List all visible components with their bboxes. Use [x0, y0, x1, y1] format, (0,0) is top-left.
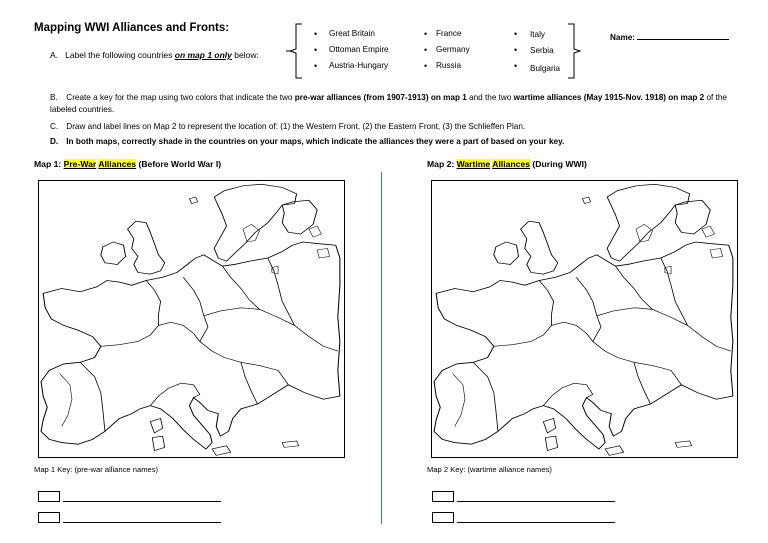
key-color-box[interactable] — [38, 491, 60, 502]
map1-heading-prefix: Map 1: — [34, 159, 64, 169]
map2-key-label: Map 2 Key: (wartime alliance names) — [427, 465, 552, 474]
key-name-blank[interactable] — [457, 512, 615, 523]
left-brace-icon — [286, 24, 302, 78]
map2-key-row[interactable] — [432, 484, 615, 502]
name-label: Name: — [610, 33, 636, 42]
instruction-a-text-after: below: — [231, 50, 259, 60]
instruction-d-letter: D. — [50, 137, 59, 146]
instruction-b-bold: on map 1 — [430, 93, 467, 102]
instruction-b-text: Create a key for the map using two colors that indicate the two — [66, 93, 295, 102]
map1-key-label: Map 1 Key: (pre-war alliance names) — [34, 465, 159, 474]
country-name: Germany — [436, 45, 470, 54]
instruction-b — [50, 92, 740, 116]
bullet-icon: • — [514, 45, 518, 55]
page-title: Mapping WWI Alliances and Fronts: — [34, 22, 230, 34]
country-name: France — [436, 29, 462, 38]
instruction-b-text: of the labeled countries. — [50, 93, 727, 114]
bullet-icon: • — [314, 61, 318, 71]
bullet-icon: • — [314, 45, 318, 55]
bullet-icon: • — [314, 29, 318, 39]
instruction-a-text: Label the following countries — [65, 50, 175, 60]
map1-heading-highlight: Pre-War — [63, 159, 97, 169]
key-color-box[interactable] — [38, 512, 60, 523]
instruction-d — [50, 136, 740, 148]
country-name: Italy — [530, 30, 546, 39]
country-name: Austria-Hungary — [329, 61, 389, 70]
europe-outline-map[interactable] — [39, 181, 344, 457]
map1-frame[interactable] — [38, 180, 345, 458]
country-name: Serbia — [530, 46, 554, 55]
map1-heading — [34, 159, 221, 169]
map2-heading-highlight: Alliances — [492, 159, 531, 169]
instruction-a-letter: A. — [50, 50, 59, 60]
map2-heading-suffix: (During WWI) — [530, 159, 587, 169]
key-name-blank[interactable] — [63, 491, 221, 502]
map1-heading-highlight: Alliances — [98, 159, 137, 169]
key-name-blank[interactable] — [63, 512, 221, 523]
map1-heading-suffix: (Before World War I) — [136, 159, 222, 169]
map2-heading — [427, 159, 587, 169]
map2-frame[interactable] — [431, 180, 738, 458]
instruction-a — [50, 50, 259, 60]
instruction-a-emphasis: on map 1 only — [174, 50, 232, 60]
instruction-b-letter: B. — [50, 93, 58, 102]
key-color-box[interactable] — [432, 512, 454, 523]
right-brace-icon — [568, 24, 580, 78]
map2-key-row[interactable] — [432, 505, 615, 523]
instruction-b-bold: pre-war alliances (from 1907-1913) — [294, 93, 429, 102]
bullet-icon: • — [424, 61, 428, 71]
map2-heading-prefix: Map 2: — [427, 159, 457, 169]
instruction-b-bold: wartime alliances (May 1915-Nov. 1918) — [513, 93, 666, 102]
column-divider — [381, 172, 382, 524]
instruction-c-letter: C. — [50, 122, 59, 131]
bullet-icon: • — [514, 61, 518, 71]
country-name: Great Britain — [329, 29, 375, 38]
bullet-icon: • — [424, 45, 428, 55]
map2-heading-highlight: Wartime — [456, 159, 491, 169]
instruction-d-text: In both maps, correctly shade in the countries on your maps, which indicate the alliances they were a part of based on your key. — [66, 137, 565, 146]
key-name-blank[interactable] — [457, 491, 615, 502]
map1-key-row[interactable] — [38, 505, 221, 523]
country-name: Russia — [436, 61, 462, 70]
name-blank-line[interactable] — [637, 31, 729, 40]
instruction-c — [50, 121, 740, 133]
bullet-icon: • — [424, 29, 428, 39]
europe-outline-map[interactable] — [432, 181, 737, 457]
instruction-c-text: Draw and label lines on Map 2 to represent the location of: (1) the Western Front, (2) the Eastern Front, (3) the Schlieffen Plan. — [66, 122, 526, 131]
name-field[interactable] — [610, 31, 729, 42]
instruction-b-bold: on map 2 — [668, 93, 705, 102]
instruction-b-text: and the two — [466, 93, 514, 102]
country-name: Bulgaria — [530, 64, 561, 73]
key-color-box[interactable] — [432, 491, 454, 502]
bullet-icon: • — [514, 29, 518, 39]
country-name: Ottoman Empire — [329, 45, 389, 54]
map1-key-row[interactable] — [38, 484, 221, 502]
